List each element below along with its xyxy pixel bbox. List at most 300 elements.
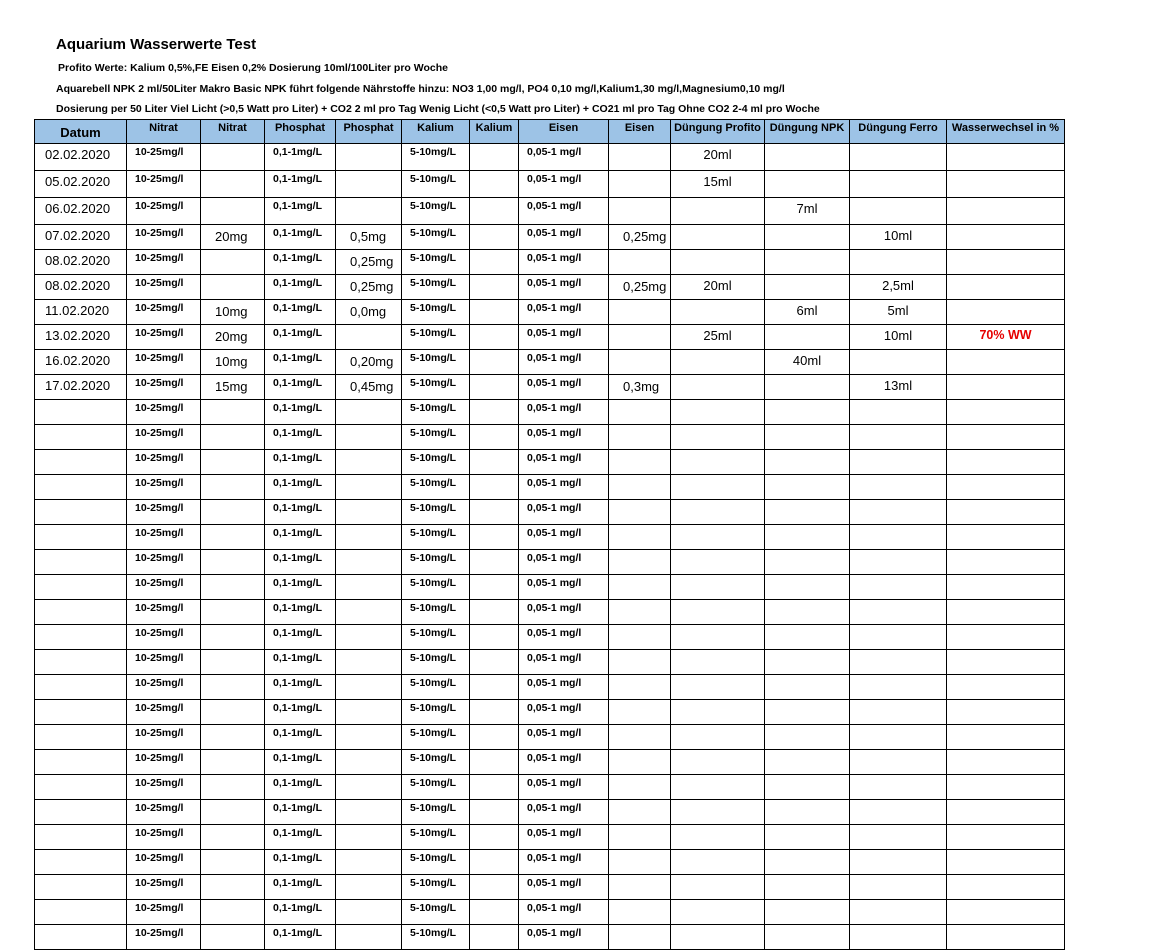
kalium-range-cell: 5-10mg/L (402, 225, 470, 250)
phosphat-value-cell: 0,0mg (336, 300, 402, 325)
nitrat-value-cell (201, 600, 265, 625)
eisen-value-cell (609, 775, 671, 800)
nitrat-range-cell: 10-25mg/l (127, 650, 201, 675)
phosphat-range-cell: 0,1-1mg/L (265, 925, 336, 950)
phosphat-value-cell (336, 500, 402, 525)
eisen-value-cell (609, 550, 671, 575)
eisen-range-cell: 0,05-1 mg/l (519, 250, 609, 275)
eisen-value-cell (609, 750, 671, 775)
kalium-value-cell (470, 750, 519, 775)
nitrat-value-cell (201, 625, 265, 650)
eisen-value-cell (609, 525, 671, 550)
table-row (35, 350, 1065, 375)
wasserwechsel-cell (947, 800, 1065, 825)
nitrat-range-cell: 10-25mg/l (127, 475, 201, 500)
duengung-npk-cell (765, 144, 850, 171)
header-kalium-range: Kalium (402, 120, 470, 144)
nitrat-range-cell: 10-25mg/l (127, 575, 201, 600)
date-cell (35, 550, 127, 575)
nitrat-value-cell (201, 675, 265, 700)
table-row (35, 171, 1065, 198)
nitrat-range-cell: 10-25mg/l (127, 198, 201, 225)
duengung-npk-cell (765, 700, 850, 725)
phosphat-value-cell: 0,25mg (336, 275, 402, 300)
phosphat-range-cell: 0,1-1mg/L (265, 198, 336, 225)
duengung-npk-cell (765, 475, 850, 500)
phosphat-range-cell: 0,1-1mg/L (265, 850, 336, 875)
phosphat-range-cell: 0,1-1mg/L (265, 700, 336, 725)
nitrat-value-cell (201, 144, 265, 171)
phosphat-value-cell (336, 850, 402, 875)
eisen-range-cell: 0,05-1 mg/l (519, 675, 609, 700)
kalium-value-cell (470, 700, 519, 725)
wasserwechsel-cell (947, 900, 1065, 925)
duengung-ferro-cell (850, 875, 947, 900)
kalium-range-cell: 5-10mg/L (402, 425, 470, 450)
duengung-profito-cell (671, 375, 765, 400)
eisen-value-cell (609, 875, 671, 900)
duengung-npk-cell (765, 375, 850, 400)
phosphat-value-cell: 0,5mg (336, 225, 402, 250)
table-row-empty (35, 450, 1065, 475)
duengung-ferro-cell (850, 198, 947, 225)
duengung-npk-cell (765, 625, 850, 650)
header-nitrat: Nitrat (201, 120, 265, 144)
table-row-empty (35, 775, 1065, 800)
duengung-npk-cell (765, 575, 850, 600)
date-cell: 11.02.2020 (35, 300, 127, 325)
date-cell: 17.02.2020 (35, 375, 127, 400)
phosphat-value-cell (336, 775, 402, 800)
kalium-range-cell: 5-10mg/L (402, 775, 470, 800)
eisen-value-cell (609, 500, 671, 525)
nitrat-value-cell (201, 198, 265, 225)
phosphat-value-cell (336, 625, 402, 650)
header-datum: Datum (35, 120, 127, 144)
duengung-ferro-cell (850, 750, 947, 775)
nitrat-value-cell: 10mg (201, 350, 265, 375)
date-cell (35, 825, 127, 850)
nitrat-value-cell: 20mg (201, 325, 265, 350)
kalium-value-cell (470, 300, 519, 325)
duengung-ferro-cell (850, 525, 947, 550)
kalium-range-cell: 5-10mg/L (402, 250, 470, 275)
eisen-range-cell: 0,05-1 mg/l (519, 525, 609, 550)
kalium-range-cell: 5-10mg/L (402, 198, 470, 225)
date-cell (35, 800, 127, 825)
phosphat-range-cell: 0,1-1mg/L (265, 500, 336, 525)
duengung-npk-cell (765, 500, 850, 525)
duengung-npk-cell (765, 171, 850, 198)
duengung-npk-cell (765, 675, 850, 700)
wasserwechsel-cell (947, 525, 1065, 550)
wasserwechsel-cell (947, 275, 1065, 300)
date-cell (35, 625, 127, 650)
eisen-value-cell: 0,25mg (609, 225, 671, 250)
nitrat-range-cell: 10-25mg/l (127, 450, 201, 475)
wasserwechsel-cell (947, 725, 1065, 750)
nitrat-range-cell: 10-25mg/l (127, 825, 201, 850)
date-cell: 07.02.2020 (35, 225, 127, 250)
duengung-profito-cell (671, 800, 765, 825)
nitrat-value-cell (201, 775, 265, 800)
nitrat-value-cell (201, 275, 265, 300)
kalium-range-cell: 5-10mg/L (402, 925, 470, 950)
kalium-range-cell: 5-10mg/L (402, 275, 470, 300)
phosphat-value-cell (336, 875, 402, 900)
eisen-range-cell: 0,05-1 mg/l (519, 450, 609, 475)
duengung-npk-cell: 6ml (765, 300, 850, 325)
kalium-value-cell (470, 675, 519, 700)
phosphat-range-cell: 0,1-1mg/L (265, 325, 336, 350)
phosphat-value-cell (336, 925, 402, 950)
phosphat-range-cell: 0,1-1mg/L (265, 875, 336, 900)
wasserwechsel-cell (947, 575, 1065, 600)
kalium-value-cell (470, 500, 519, 525)
table-row-empty (35, 900, 1065, 925)
kalium-range-cell: 5-10mg/L (402, 675, 470, 700)
duengung-ferro-cell (850, 625, 947, 650)
eisen-value-cell (609, 400, 671, 425)
kalium-range-cell: 5-10mg/L (402, 900, 470, 925)
duengung-profito-cell (671, 650, 765, 675)
duengung-npk-cell (765, 800, 850, 825)
eisen-value-cell (609, 825, 671, 850)
duengung-profito-cell (671, 875, 765, 900)
duengung-npk-cell (765, 750, 850, 775)
nitrat-range-cell: 10-25mg/l (127, 400, 201, 425)
date-cell (35, 425, 127, 450)
phosphat-range-cell: 0,1-1mg/L (265, 750, 336, 775)
eisen-range-cell: 0,05-1 mg/l (519, 300, 609, 325)
duengung-ferro-cell (850, 675, 947, 700)
duengung-ferro-cell (850, 600, 947, 625)
phosphat-value-cell: 0,25mg (336, 250, 402, 275)
kalium-value-cell (470, 525, 519, 550)
kalium-range-cell: 5-10mg/L (402, 850, 470, 875)
duengung-ferro-cell: 10ml (850, 225, 947, 250)
note-aquarebell: Aquarebell NPK 2 ml/50Liter Makro Basic NPK führt folgende Nährstoffe hinzu: NO3 1,00 mg/l, PO4 0,10 mg/l,Kalium1,30 mg/l,Magnesium0,10 mg/l (56, 83, 785, 95)
eisen-range-cell: 0,05-1 mg/l (519, 225, 609, 250)
duengung-profito-cell (671, 700, 765, 725)
phosphat-value-cell (336, 475, 402, 500)
eisen-range-cell: 0,05-1 mg/l (519, 171, 609, 198)
eisen-value-cell: 0,25mg (609, 275, 671, 300)
nitrat-range-cell: 10-25mg/l (127, 625, 201, 650)
nitrat-value-cell (201, 925, 265, 950)
eisen-value-cell (609, 171, 671, 198)
eisen-range-cell: 0,05-1 mg/l (519, 500, 609, 525)
nitrat-range-cell: 10-25mg/l (127, 675, 201, 700)
duengung-ferro-cell (850, 171, 947, 198)
date-cell (35, 900, 127, 925)
nitrat-range-cell: 10-25mg/l (127, 250, 201, 275)
nitrat-value-cell (201, 425, 265, 450)
nitrat-value-cell: 20mg (201, 225, 265, 250)
nitrat-value-cell (201, 250, 265, 275)
phosphat-value-cell (336, 750, 402, 775)
kalium-range-cell: 5-10mg/L (402, 450, 470, 475)
eisen-range-cell: 0,05-1 mg/l (519, 725, 609, 750)
phosphat-range-cell: 0,1-1mg/L (265, 575, 336, 600)
duengung-ferro-cell: 5ml (850, 300, 947, 325)
phosphat-value-cell (336, 600, 402, 625)
nitrat-range-cell: 10-25mg/l (127, 171, 201, 198)
date-cell (35, 875, 127, 900)
header-duengung-npk: Düngung NPK (765, 120, 850, 144)
wasserwechsel-cell (947, 475, 1065, 500)
kalium-value-cell (470, 825, 519, 850)
nitrat-value-cell (201, 171, 265, 198)
kalium-range-cell: 5-10mg/L (402, 725, 470, 750)
duengung-ferro-cell (850, 550, 947, 575)
phosphat-range-cell: 0,1-1mg/L (265, 525, 336, 550)
kalium-range-cell: 5-10mg/L (402, 600, 470, 625)
table-row-empty (35, 425, 1065, 450)
table-row (35, 325, 1065, 350)
duengung-ferro-cell (850, 350, 947, 375)
table-row (35, 300, 1065, 325)
duengung-profito-cell: 25ml (671, 325, 765, 350)
duengung-npk-cell: 7ml (765, 198, 850, 225)
nitrat-value-cell: 10mg (201, 300, 265, 325)
phosphat-range-cell: 0,1-1mg/L (265, 250, 336, 275)
wasserwechsel-cell (947, 750, 1065, 775)
kalium-range-cell: 5-10mg/L (402, 475, 470, 500)
nitrat-value-cell (201, 825, 265, 850)
date-cell: 02.02.2020 (35, 144, 127, 171)
date-cell (35, 600, 127, 625)
header-phosphat: Phosphat (336, 120, 402, 144)
duengung-profito-cell (671, 850, 765, 875)
eisen-range-cell: 0,05-1 mg/l (519, 475, 609, 500)
kalium-value-cell (470, 625, 519, 650)
eisen-value-cell (609, 725, 671, 750)
nitrat-range-cell: 10-25mg/l (127, 144, 201, 171)
phosphat-value-cell: 0,20mg (336, 350, 402, 375)
kalium-range-cell: 5-10mg/L (402, 500, 470, 525)
eisen-value-cell (609, 325, 671, 350)
table-row-empty (35, 925, 1065, 950)
duengung-profito-cell (671, 825, 765, 850)
header-duengung-profito: Düngung Profito (671, 120, 765, 144)
page-title: Aquarium Wasserwerte Test (56, 36, 257, 53)
nitrat-range-cell: 10-25mg/l (127, 300, 201, 325)
duengung-npk-cell (765, 650, 850, 675)
wasserwechsel-cell (947, 650, 1065, 675)
kalium-value-cell (470, 850, 519, 875)
wasserwechsel-cell (947, 375, 1065, 400)
kalium-value-cell (470, 198, 519, 225)
kalium-range-cell: 5-10mg/L (402, 875, 470, 900)
wasserwechsel-cell (947, 171, 1065, 198)
kalium-range-cell: 5-10mg/L (402, 300, 470, 325)
kalium-value-cell (470, 550, 519, 575)
duengung-profito-cell: 20ml (671, 144, 765, 171)
kalium-range-cell: 5-10mg/L (402, 400, 470, 425)
table-row-empty (35, 800, 1065, 825)
table-row (35, 275, 1065, 300)
wasserwechsel-cell (947, 250, 1065, 275)
phosphat-range-cell: 0,1-1mg/L (265, 550, 336, 575)
date-cell (35, 675, 127, 700)
phosphat-value-cell (336, 725, 402, 750)
eisen-range-cell: 0,05-1 mg/l (519, 700, 609, 725)
kalium-value-cell (470, 171, 519, 198)
duengung-profito-cell (671, 550, 765, 575)
phosphat-value-cell (336, 198, 402, 225)
wasserwechsel-cell (947, 144, 1065, 171)
header-nitrat-range: Nitrat (127, 120, 201, 144)
kalium-value-cell (470, 875, 519, 900)
wasserwechsel-cell (947, 625, 1065, 650)
kalium-range-cell: 5-10mg/L (402, 325, 470, 350)
phosphat-range-cell: 0,1-1mg/L (265, 375, 336, 400)
kalium-value-cell (470, 425, 519, 450)
duengung-ferro-cell: 13ml (850, 375, 947, 400)
table-row (35, 144, 1065, 171)
table-row (35, 375, 1065, 400)
eisen-value-cell (609, 250, 671, 275)
kalium-value-cell (470, 225, 519, 250)
duengung-ferro-cell (850, 900, 947, 925)
table-row (35, 198, 1065, 225)
wasserwechsel-cell (947, 700, 1065, 725)
wasserwechsel-cell (947, 550, 1065, 575)
kalium-value-cell (470, 350, 519, 375)
table-row (35, 250, 1065, 275)
phosphat-range-cell: 0,1-1mg/L (265, 225, 336, 250)
duengung-npk-cell (765, 850, 850, 875)
phosphat-value-cell (336, 525, 402, 550)
nitrat-range-cell: 10-25mg/l (127, 525, 201, 550)
date-cell (35, 500, 127, 525)
phosphat-range-cell: 0,1-1mg/L (265, 275, 336, 300)
duengung-npk-cell (765, 825, 850, 850)
duengung-npk-cell (765, 400, 850, 425)
date-cell (35, 775, 127, 800)
phosphat-value-cell (336, 144, 402, 171)
eisen-range-cell: 0,05-1 mg/l (519, 775, 609, 800)
date-cell (35, 650, 127, 675)
table-row-empty (35, 400, 1065, 425)
nitrat-range-cell: 10-25mg/l (127, 375, 201, 400)
table-row-empty (35, 625, 1065, 650)
table-row (35, 225, 1065, 250)
eisen-range-cell: 0,05-1 mg/l (519, 750, 609, 775)
duengung-npk-cell (765, 875, 850, 900)
duengung-ferro-cell (850, 250, 947, 275)
kalium-range-cell: 5-10mg/L (402, 550, 470, 575)
phosphat-value-cell (336, 650, 402, 675)
nitrat-range-cell: 10-25mg/l (127, 750, 201, 775)
table-row-empty (35, 850, 1065, 875)
phosphat-value-cell (336, 575, 402, 600)
duengung-profito-cell (671, 198, 765, 225)
header-eisen: Eisen (609, 120, 671, 144)
note-profito: Profito Werte: Kalium 0,5%,FE Eisen 0,2% Dosierung 10ml/100Liter pro Woche (58, 62, 448, 74)
phosphat-range-cell: 0,1-1mg/L (265, 450, 336, 475)
table-row-empty (35, 825, 1065, 850)
phosphat-range-cell: 0,1-1mg/L (265, 171, 336, 198)
date-cell (35, 575, 127, 600)
nitrat-range-cell: 10-25mg/l (127, 550, 201, 575)
nitrat-value-cell (201, 725, 265, 750)
nitrat-range-cell: 10-25mg/l (127, 850, 201, 875)
header-duengung-ferro: Düngung Ferro (850, 120, 947, 144)
duengung-npk-cell (765, 250, 850, 275)
eisen-value-cell (609, 925, 671, 950)
duengung-profito-cell (671, 750, 765, 775)
duengung-ferro-cell (850, 400, 947, 425)
duengung-profito-cell (671, 575, 765, 600)
wasserwechsel-cell (947, 425, 1065, 450)
duengung-npk-cell (765, 900, 850, 925)
kalium-value-cell (470, 450, 519, 475)
eisen-value-cell (609, 144, 671, 171)
kalium-value-cell (470, 375, 519, 400)
kalium-value-cell (470, 650, 519, 675)
phosphat-value-cell (336, 900, 402, 925)
phosphat-value-cell (336, 800, 402, 825)
duengung-npk-cell: 40ml (765, 350, 850, 375)
kalium-range-cell: 5-10mg/L (402, 144, 470, 171)
date-cell: 05.02.2020 (35, 171, 127, 198)
wasserwechsel-cell (947, 400, 1065, 425)
nitrat-range-cell: 10-25mg/l (127, 275, 201, 300)
eisen-value-cell (609, 850, 671, 875)
phosphat-value-cell (336, 425, 402, 450)
date-cell: 13.02.2020 (35, 325, 127, 350)
duengung-profito-cell (671, 775, 765, 800)
eisen-range-cell: 0,05-1 mg/l (519, 800, 609, 825)
kalium-value-cell (470, 600, 519, 625)
eisen-value-cell (609, 600, 671, 625)
date-cell: 06.02.2020 (35, 198, 127, 225)
duengung-npk-cell (765, 600, 850, 625)
eisen-range-cell: 0,05-1 mg/l (519, 375, 609, 400)
kalium-value-cell (470, 250, 519, 275)
eisen-range-cell: 0,05-1 mg/l (519, 850, 609, 875)
phosphat-range-cell: 0,1-1mg/L (265, 650, 336, 675)
duengung-ferro-cell (850, 475, 947, 500)
wasserwechsel-cell (947, 198, 1065, 225)
kalium-value-cell (470, 325, 519, 350)
kalium-value-cell (470, 775, 519, 800)
duengung-ferro-cell (850, 500, 947, 525)
wasserwechsel-cell (947, 300, 1065, 325)
eisen-value-cell (609, 350, 671, 375)
phosphat-value-cell (336, 550, 402, 575)
eisen-value-cell (609, 198, 671, 225)
eisen-range-cell: 0,05-1 mg/l (519, 400, 609, 425)
date-cell (35, 750, 127, 775)
kalium-range-cell: 5-10mg/L (402, 650, 470, 675)
water-values-table (34, 119, 1065, 950)
duengung-profito-cell (671, 900, 765, 925)
header-wasserwechsel: Wasserwechsel in % (947, 120, 1065, 144)
date-cell: 08.02.2020 (35, 250, 127, 275)
nitrat-range-cell: 10-25mg/l (127, 225, 201, 250)
kalium-value-cell (470, 275, 519, 300)
header-eisen-range: Eisen (519, 120, 609, 144)
duengung-ferro-cell (850, 144, 947, 171)
eisen-range-cell: 0,05-1 mg/l (519, 550, 609, 575)
kalium-range-cell: 5-10mg/L (402, 350, 470, 375)
phosphat-value-cell (336, 450, 402, 475)
wasserwechsel-cell (947, 350, 1065, 375)
nitrat-range-cell: 10-25mg/l (127, 600, 201, 625)
